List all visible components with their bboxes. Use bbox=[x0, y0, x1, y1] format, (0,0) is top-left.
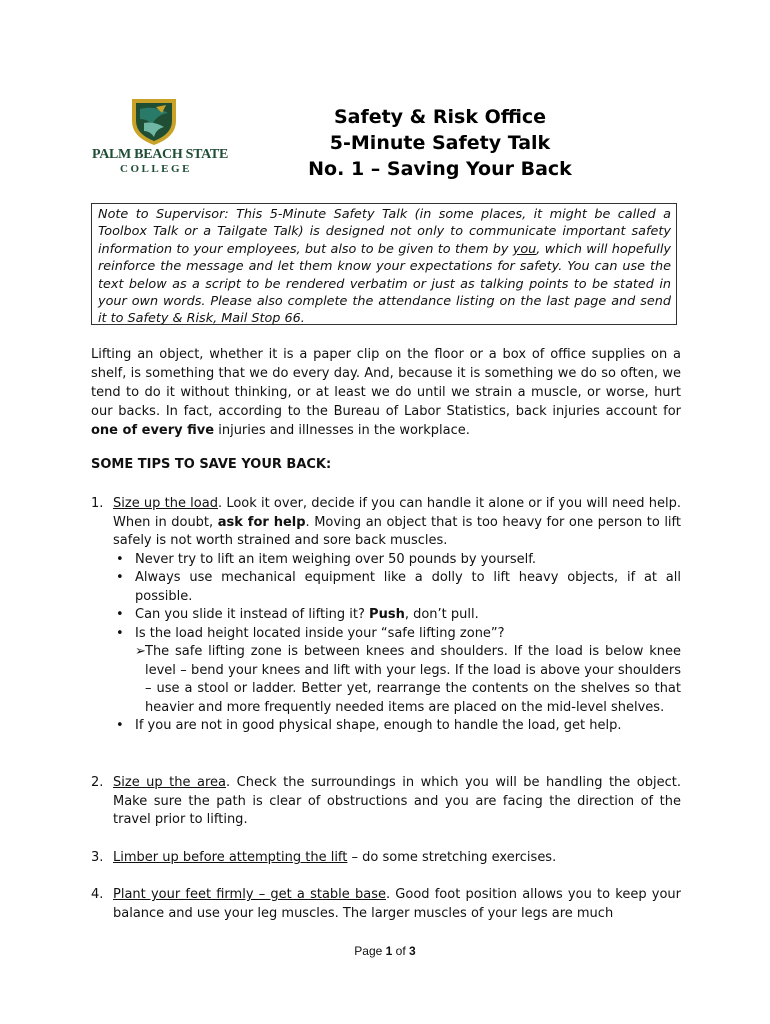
tip-text: – do some stretching exercises. bbox=[347, 850, 557, 865]
bullet-icon: • bbox=[116, 625, 124, 641]
footer-page-word: Page bbox=[354, 944, 386, 958]
tip-title: Size up the area bbox=[113, 775, 227, 790]
title-line1: Safety & Risk Office bbox=[333, 106, 547, 128]
bullet-item bbox=[113, 717, 681, 736]
tip-title: Plant your feet firmly – get a stable base bbox=[113, 887, 386, 902]
intro-text-part1: Lifting an object, whether it is a paper clip on the floor or a box of office supplies on a shelf, is something that we do every day. And, because it is something we do so often, we tend to do it without thinking, or at least we do until we strain a muscle, or worse, hurt our backs. In fact, according to the Bureau of Labor Statistics, back injuries account for bbox=[91, 347, 681, 419]
bullet-item bbox=[113, 606, 681, 625]
bullet-text: Can you slide it instead of lifting it? bbox=[135, 607, 370, 622]
bullet-item bbox=[113, 625, 681, 718]
bullet-text: Always use mechanical equipment like a dolly to lift heavy objects, if at all possible. bbox=[135, 570, 681, 604]
bullet-item bbox=[113, 569, 681, 606]
sub-bullet-text: The safe lifting zone is between knees and shoulders. If the load is below knee level – bend your knees and lift with your legs. If the load is above your shoulders – use a stool or ladder. Better yet, rearrange the contents on the shelves so that heavier and more frequently needed items are placed on the mid-level shelves. bbox=[145, 644, 681, 715]
document-title bbox=[280, 104, 600, 182]
bullet-icon: • bbox=[116, 607, 124, 622]
tips-heading: SOME TIPS TO SAVE YOUR BACK: bbox=[91, 457, 332, 472]
arrow-bullet-icon: ➢ bbox=[135, 644, 146, 659]
tip-number: 1. bbox=[91, 496, 104, 511]
footer-current-page: 1 bbox=[385, 944, 393, 958]
note-text-part2: , which will hopefully reinforce the message and let them know your expectations for safety. You can use the text below as a script to be rendered verbatim or just as talking points to be stated in your own words. Please also complete the attendance listing on the last page and send it to Safety & Risk, Mail Stop 66. bbox=[98, 241, 671, 327]
supervisor-note-box bbox=[91, 203, 677, 325]
tip-number: 4. bbox=[91, 887, 104, 902]
intro-paragraph bbox=[91, 345, 681, 440]
bullet-text: If you are not in good physical shape, enough to handle the load, get help. bbox=[135, 718, 622, 733]
tip-text-b: . Moving an object that is too heavy for one person to lift safely is not worth strained and sore back muscles. bbox=[113, 514, 681, 548]
title-line3: No. 1 – Saving Your Back bbox=[308, 158, 572, 180]
tip-item-4 bbox=[91, 886, 681, 923]
bullet-bold-text: Push bbox=[369, 607, 405, 622]
page-number-footer bbox=[0, 944, 770, 958]
logo-text-line1: PALM BEACH STATE bbox=[92, 147, 228, 162]
college-logo bbox=[92, 95, 228, 185]
bullet-text: Is the load height located inside your “safe lifting zone”? bbox=[135, 625, 505, 641]
tip-item-1 bbox=[91, 495, 681, 736]
logo-text-line2: COLLEGE bbox=[120, 163, 192, 175]
note-text-part1: Note to Supervisor: This 5-Minute Safety Talk (in some places, it might be called a Toolbox Talk or a Tailgate Talk) is designed not only to communicate important safety information to your employees, but also to be given to them by bbox=[98, 207, 671, 257]
tip-item-2 bbox=[91, 774, 681, 830]
tip-item-3 bbox=[91, 849, 681, 868]
bullet-text: Never try to lift an item weighing over 50 pounds by yourself. bbox=[135, 551, 537, 567]
shield-emblem-icon bbox=[126, 95, 182, 147]
footer-total-pages: 3 bbox=[409, 944, 416, 958]
bullet-icon: • bbox=[116, 718, 124, 733]
footer-of-word: of bbox=[392, 944, 410, 958]
bullet-text: , don’t pull. bbox=[404, 607, 479, 622]
tip-title: Limber up before attempting the lift bbox=[113, 850, 348, 865]
intro-text-part2: injuries and illnesses in the workplace. bbox=[214, 423, 470, 438]
sub-bullet-item bbox=[135, 643, 681, 717]
bullet-item bbox=[113, 551, 681, 570]
tip-bullet-list bbox=[113, 551, 681, 736]
bullet-icon: • bbox=[116, 551, 124, 567]
title-line2: 5-Minute Safety Talk bbox=[329, 132, 551, 154]
intro-bold-text: one of every five bbox=[91, 423, 215, 438]
tip-text: . Check the surroundings in which you will be handling the object. Make sure the path is clear of obstructions and you are facing the direction of the travel prior to lifting. bbox=[113, 775, 681, 827]
tip-number: 3. bbox=[91, 850, 104, 865]
tip-bold-text: ask for help bbox=[217, 514, 306, 530]
tip-text-a: . Look it over, decide if you can handle it alone or if you will need help. When in doubt, bbox=[113, 496, 681, 530]
tip-title: Size up the load bbox=[113, 496, 218, 511]
bullet-icon: • bbox=[116, 570, 124, 585]
note-you-underlined: you bbox=[512, 241, 537, 257]
tip-number: 2. bbox=[91, 775, 104, 790]
tip-text: . Good foot position allows you to keep your balance and use your leg muscles. The larger muscles of your legs are much bbox=[113, 887, 681, 921]
